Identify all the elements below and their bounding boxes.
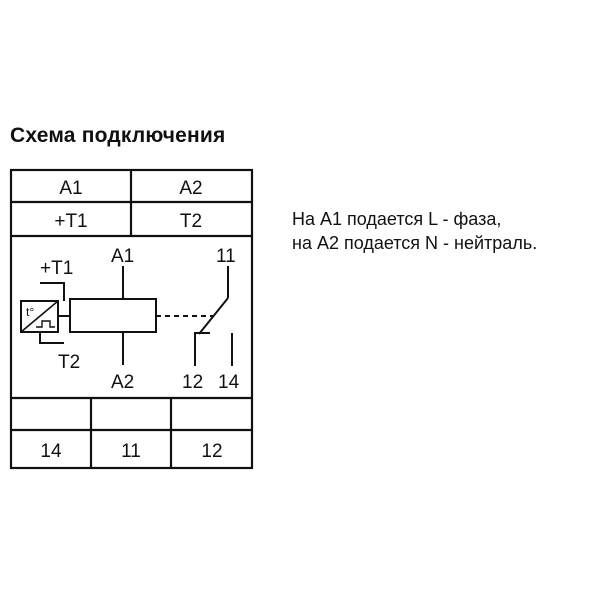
page-title: Схема подключения xyxy=(10,124,226,147)
terminal-label-a1-top: A1 xyxy=(59,178,83,199)
note-line-2: на A2 подается N - нейтраль. xyxy=(292,233,538,253)
coil-label-a1: A1 xyxy=(111,246,135,267)
sensor-wire-t2 xyxy=(40,332,64,343)
contact-label-14: 14 xyxy=(218,372,240,393)
terminal-label-a2-top: A2 xyxy=(179,178,203,199)
contact-label-11: 11 xyxy=(216,246,236,267)
terminal-label-14-bottom: 14 xyxy=(40,441,62,462)
terminal-label-11-bottom: 11 xyxy=(121,441,141,462)
sensor-label-t2: T2 xyxy=(58,352,81,373)
sensor-wire-t1 xyxy=(40,283,64,301)
terminal-label-t1-top: +T1 xyxy=(54,211,88,232)
contact-label-12: 12 xyxy=(182,372,204,393)
sensor-symbol-t: t° xyxy=(26,305,35,319)
connection-note xyxy=(292,207,537,255)
contact-nc-wire xyxy=(195,333,210,366)
relay-coil xyxy=(70,299,156,332)
note-line-1: На A1 подается L - фаза, xyxy=(292,209,502,229)
terminal-label-12-bottom: 12 xyxy=(201,441,223,462)
terminal-label-t2-top: T2 xyxy=(179,211,203,232)
sensor-label-plus-t1: +T1 xyxy=(40,258,74,279)
coil-label-a2: A2 xyxy=(111,372,135,393)
